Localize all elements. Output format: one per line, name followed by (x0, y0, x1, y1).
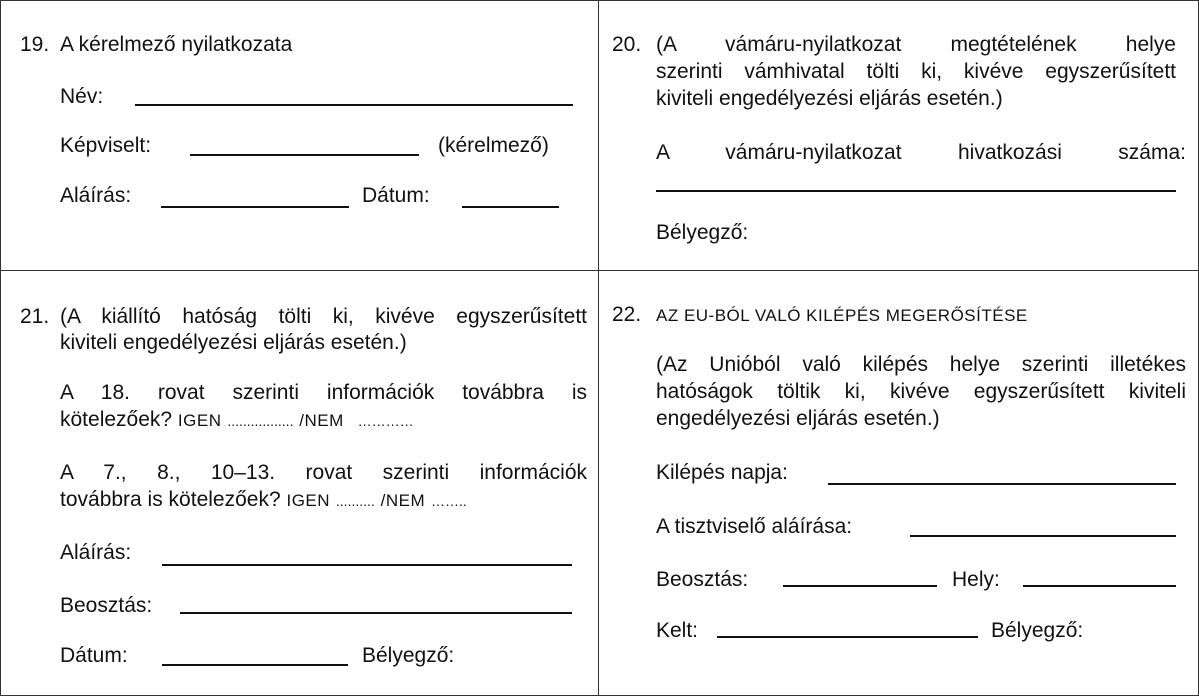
question-1-line: A 18. rovat szerinti információk továbbra is (60, 381, 587, 404)
box-21-text-line: (A kiállító hatóság tölti ki, kivéve egyszerűsített (60, 305, 587, 328)
reference-number-field[interactable] (656, 190, 1176, 192)
dated-field[interactable] (717, 636, 978, 638)
box-20-number: 20. (612, 33, 642, 56)
box-19-title: A kérelmező nyilatkozata (60, 33, 293, 56)
position-label: Beosztás: (60, 594, 153, 617)
position-field[interactable] (180, 612, 572, 614)
box-22-text-line: hatóságok töltik ki, kivéve egyszerűsített kiviteli (656, 380, 1186, 403)
date-label: Dátum: (60, 644, 128, 667)
date-label: Dátum: (362, 184, 430, 207)
question-2-text: továbbra is kötelezőek? (60, 488, 281, 511)
box-20-text-line: (A vámáru-nyilatkozat megtételének helye (656, 33, 1176, 56)
question-1-no: /NEM (299, 411, 344, 430)
question-2-no-field[interactable]: …….. (430, 493, 467, 509)
represented-field[interactable] (190, 154, 419, 156)
date-field[interactable] (462, 206, 559, 208)
box-22-text-line: engedélyezési eljárás esetén.) (656, 407, 940, 430)
box-21-number: 21. (20, 305, 50, 328)
question-2-line: A 7., 8., 10–13. rovat szerinti információk (60, 461, 587, 484)
name-field[interactable] (135, 104, 573, 106)
date-field[interactable] (162, 664, 348, 666)
question-2-prompt (60, 487, 467, 514)
signature-field[interactable] (161, 206, 349, 208)
exit-date-field[interactable] (828, 483, 1176, 485)
question-2-no: /NEM (380, 491, 426, 510)
question-1-yes: IGEN (177, 411, 222, 430)
exit-date-label: Kilépés napja: (656, 461, 788, 484)
question-1-yes-field[interactable]: ................. (227, 413, 294, 429)
reference-number-label: A vámáru-nyilatkozat hivatkozási száma: (656, 141, 1186, 164)
position-label: Beosztás: (656, 568, 749, 591)
place-label: Hely: (952, 568, 1000, 591)
place-field[interactable] (1023, 585, 1176, 587)
official-signature-label: A tisztviselő aláírása: (656, 515, 853, 538)
stamp-label: Bélyegző: (991, 619, 1084, 642)
column-divider (598, 0, 599, 696)
stamp-label: Bélyegző: (362, 644, 455, 667)
box-22-text-line: (Az Unióból való kilépés helye szerinti illetékes (656, 353, 1186, 376)
box-20-text-line: kiviteli engedélyezési eljárás esetén.) (656, 87, 1003, 110)
dated-label: Kelt: (656, 619, 699, 642)
box-21-text-line: kiviteli engedélyezési eljárás esetén.) (60, 331, 407, 354)
name-label: Név: (60, 85, 104, 108)
signature-field[interactable] (162, 564, 572, 566)
box-19-number: 19. (20, 33, 50, 56)
question-2-yes-field[interactable]: .......... (335, 493, 375, 509)
position-field[interactable] (783, 585, 937, 587)
signature-label: Aláírás: (60, 184, 132, 207)
stamp-label: Bélyegző: (656, 221, 749, 244)
represented-suffix: (kérelmező) (438, 134, 549, 157)
signature-label: Aláírás: (60, 541, 132, 564)
box-20-text-line: szerinti vámhivatal tölti ki, kivéve egyszerűsített (656, 60, 1176, 83)
represented-label: Képviselt: (60, 134, 152, 157)
question-1-no-field[interactable]: ………… (357, 413, 414, 429)
official-signature-field[interactable] (910, 535, 1176, 537)
question-1-text: kötelezőek? (60, 408, 173, 431)
question-1-prompt (60, 407, 414, 434)
question-2-yes: IGEN (286, 491, 331, 510)
row-divider (0, 270, 1199, 271)
box-22-title: AZ EU-BÓL VALÓ KILÉPÉS MEGERŐSÍTÉSE (656, 306, 1028, 325)
box-22-number: 22. (612, 303, 642, 326)
